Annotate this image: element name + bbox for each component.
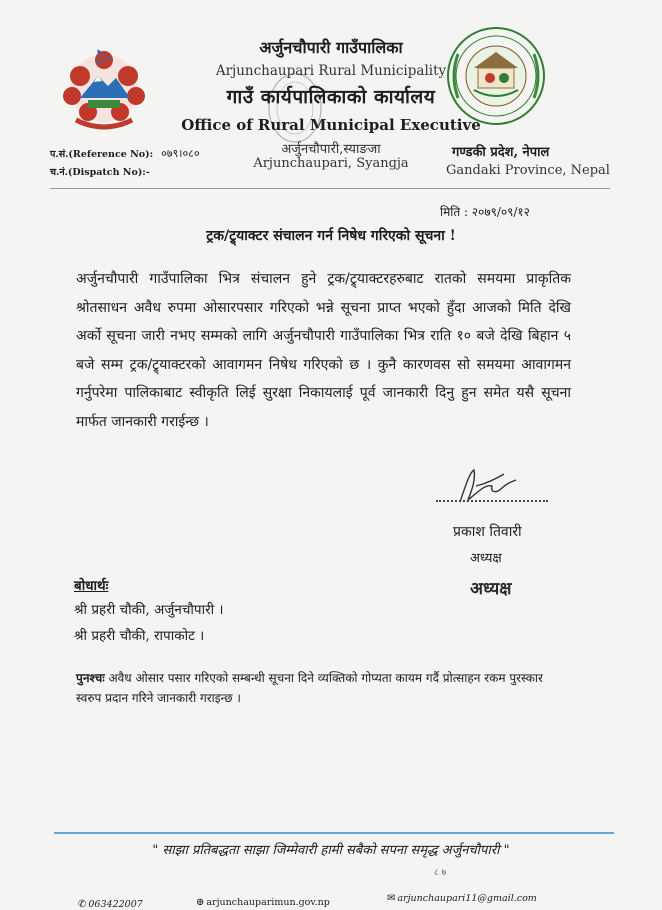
cc-heading: बोधार्थः <box>74 578 109 594</box>
cc-recipient-2: श्री प्रहरी चौकी, रापाकोट । <box>74 628 205 644</box>
website-link[interactable]: arjunchauparimun.gov.np <box>206 897 330 908</box>
postscript-text: अवैध ओसार पसार गरिएको सम्बन्धी सूचना दिने व्यक्तिको गोप्यता कायम गर्दै प्रोत्साहन रकम पुरस्कार स्वरुप प्रदान गरिने जानकारी गराइन्छ । <box>76 671 543 705</box>
reference-number <box>50 146 200 161</box>
municipality-name-nepali: अर्जुनचौपारी गाउँपालिका <box>259 38 403 57</box>
footer-website <box>196 897 330 908</box>
signatory-name: प्रकाश तिवारी <box>453 524 522 540</box>
cc-recipient-1: श्री प्रहरी चौकी, अर्जुनचौपारी । <box>74 602 224 618</box>
notice-title: ट्रक/ट्र्याक्टर संचालन गर्न निषेध गरिएको सूचना ! <box>206 228 456 244</box>
footer-motto: " साझा प्रतिबद्धता साझा जिम्मेवारी हामी सबैको सपना समृद्ध अर्जुनचौपारी " <box>152 843 510 858</box>
stray-mark: ८ ७ <box>434 868 447 878</box>
envelope-icon: ✉ <box>387 893 396 904</box>
postscript-label: पुनश्चः <box>76 671 105 685</box>
globe-icon: ⊕ <box>196 897 205 908</box>
dispatch-number: च.नं.(Dispatch No):- <box>50 167 150 178</box>
municipality-name-english: Arjunchaupari Rural Municipality <box>215 63 447 79</box>
notice-body: अर्जुनचौपारी गाउँपालिका भित्र संचालन हुने ट्रक/ट्र्याक्टरहरुबाट रातको समयमा प्राकृतिक श्रोतसाधन अवैध रुपमा ओसारपसार गरिएको भन्ने सूचना प्राप्त भएको हुँदा आजको मिति देखि अर्को सूचना जारी नभए सम्मको लागि अर्जुनचौपारी गाउँपालिका भित्र राति १० बजे देखि बिहान ५ बजे सम्म ट्रक/ट्र्याक्टरको आवागमन निषेध गरिएको छ । कुनै कारणवस सो समयमा आवागमन गर्नुपरेमा पालिकाबाट स्वीकृति लिई सुरक्षा निकायलाई पूर्व जानकारी दिनु हुन समेत यसै सूचना मार्फत जानकारी गराईन्छ । <box>76 271 571 430</box>
header-divider <box>50 188 610 189</box>
province-nepali: गण्डकी प्रदेश, नेपाल <box>452 145 550 160</box>
postscript <box>76 668 571 708</box>
office-name-nepali: गाउँ कार्यपालिकाको कार्यालय <box>226 86 436 108</box>
reference-label: प.सं.(Reference No): <box>50 149 154 160</box>
address-english: Arjunchaupari, Syangja <box>253 156 409 171</box>
reference-value: ०७९।०८० <box>161 147 200 160</box>
chairperson-stamp: अध्यक्ष <box>470 579 512 599</box>
province-english: Gandaki Province, Nepal <box>446 163 610 178</box>
signature-line <box>436 500 548 502</box>
footer-divider <box>54 832 614 834</box>
address-nepali: अर्जुनचौपारी,स्याङजा <box>281 142 381 157</box>
email-link[interactable]: arjunchaupari11@gmail.com <box>397 893 537 904</box>
footer-email <box>387 893 537 904</box>
footer-phone <box>78 899 143 910</box>
signature-icon <box>440 460 530 510</box>
phone-icon: ✆ <box>78 899 87 910</box>
phone-number: 063422007 <box>88 899 143 910</box>
notice-date: मिति : २०७९/०९/१२ <box>440 205 530 219</box>
office-name-english: Office of Rural Municipal Executive <box>181 116 481 134</box>
signatory-title: अध्यक्ष <box>470 551 502 566</box>
